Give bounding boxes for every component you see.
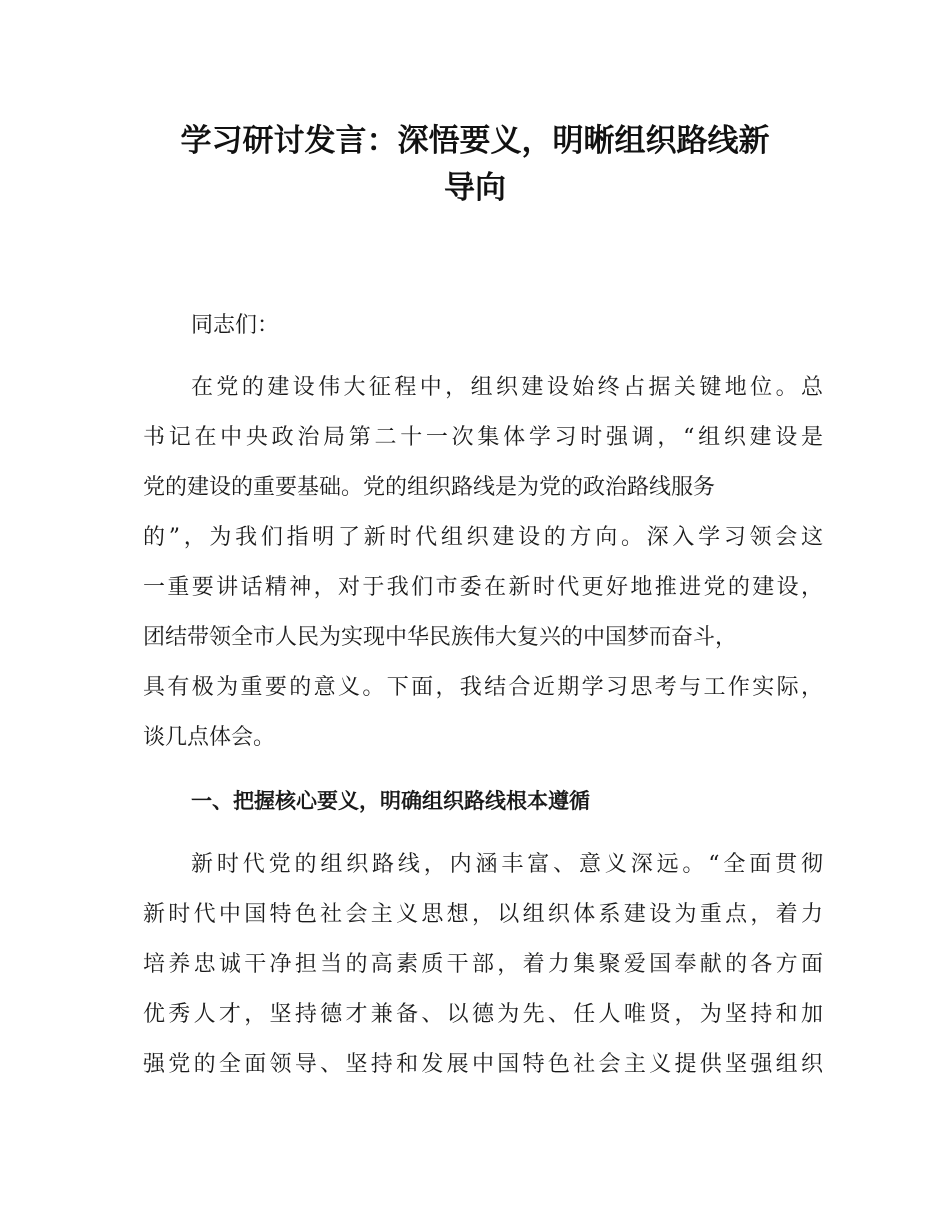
paragraph-2-line: 新时代中国特色社会主义思想，以组织体系建设为重点，着力 [143,902,823,927]
document-title-line-2: 导向 [444,170,506,206]
paragraph-1-line: 的”，为我们指明了新时代组织建设的方向。深入学习领会这 [143,525,823,550]
paragraph-1-line: 党的建设的重要基础。党的组织路线是为党的政治路线服务 [143,475,716,500]
paragraph-2-line: 新时代党的组织路线，内涵丰富、意义深远。“全面贯彻 [191,852,823,877]
paragraph-1-line: 书记在中央政治局第二十一次集体学习时强调，“组织建设是 [143,425,823,450]
section-1-heading: 一、把握核心要义，明确组织路线根本遵循 [191,789,590,813]
paragraph-2-line: 强党的全面领导、坚持和发展中国特色社会主义提供坚强组织 [143,1052,823,1077]
salutation: 同志们： [191,313,280,338]
paragraph-1-line: 具有极为重要的意义。下面，我结合近期学习思考与工作实际， [143,675,823,700]
document-title-line-1: 学习研讨发言：深悟要义，明晰组织路线新 [180,123,770,159]
paragraph-1-line: 谈几点体会。 [143,725,276,750]
paragraph-1-line: 团结带领全市人民为实现中华民族伟大复兴的中国梦而奋斗， [143,625,738,650]
paragraph-1-line: 在党的建设伟大征程中，组织建设始终占据关键地位。总 [191,375,823,400]
paragraph-2-line: 培养忠诚干净担当的高素质干部，着力集聚爱国奉献的各方面 [143,952,823,977]
paragraph-2-line: 优秀人才，坚持德才兼备、以德为先、任人唯贤，为坚持和加 [143,1002,823,1027]
paragraph-1-line: 一重要讲话精神，对于我们市委在新时代更好地推进党的建设， [143,575,823,600]
